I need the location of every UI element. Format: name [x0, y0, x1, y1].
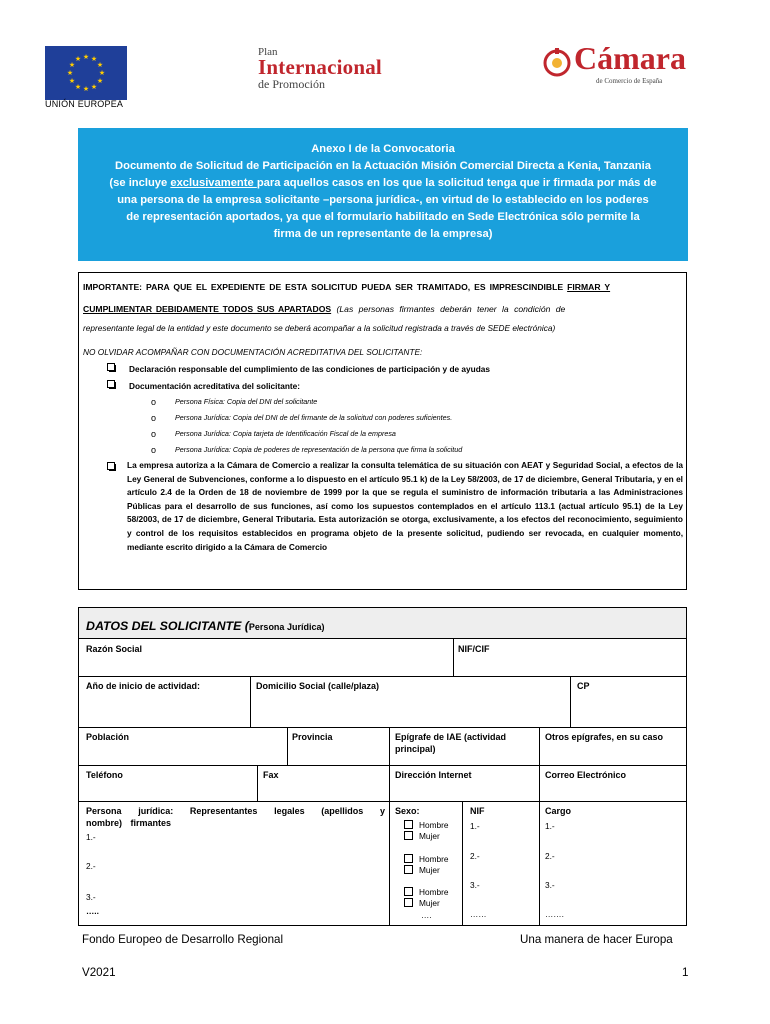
- sexo-dots: ….: [421, 910, 432, 920]
- no-olvidar-text: NO OLVIDAR ACOMPAÑAR CON DOCUMENTACIÓN ACREDITATIVA DEL SOLICITANTE:: [83, 347, 423, 357]
- svg-text:★: ★: [96, 61, 104, 69]
- col-divider: [287, 727, 288, 765]
- svg-text:★: ★: [90, 55, 98, 63]
- epigrafe-label: Epígrafe de IAE (actividad principal): [395, 732, 507, 754]
- row-divider: [79, 801, 686, 802]
- sexo-option-mujer[interactable]: Mujer: [404, 898, 440, 908]
- datos-title: [86, 617, 324, 635]
- banner-line-3-underlined: exclusivamente: [170, 177, 257, 189]
- svg-text:★: ★: [96, 77, 104, 85]
- plan-logo-middle: Internacional: [258, 55, 382, 79]
- svg-text:★: ★: [82, 53, 90, 61]
- cargo-row: 1.-: [545, 821, 555, 831]
- importante-cumplimentar: CUMPLIMENTAR DEBIDAMENTE TODOS SUS APARTADOS: [83, 304, 332, 314]
- otros-epigrafes-label: Otros epígrafes, en su caso: [545, 732, 664, 742]
- representante-row: 1.-: [86, 832, 96, 842]
- sexo-option-hombre[interactable]: Hombre: [404, 820, 449, 830]
- banner-line-6: firma de un representante de la empresa): [273, 228, 493, 240]
- svg-text:★: ★: [74, 55, 82, 63]
- domicilio-label: Domicilio Social (calle/plaza): [256, 681, 380, 691]
- checkbox-declaracion[interactable]: [107, 363, 115, 371]
- representante-row: …..: [86, 906, 99, 916]
- checkbox-mujer[interactable]: [404, 898, 413, 907]
- plan-internacional-logo: [258, 46, 428, 91]
- row-divider: [79, 765, 686, 766]
- subitem-2: Persona Jurídica: Copia del DNI de del firmante de la solicitud con poderes suficientes.: [175, 413, 453, 422]
- eu-label: UNIÓN EUROPEA: [45, 99, 124, 109]
- sexo-option-mujer[interactable]: Mujer: [404, 865, 440, 875]
- anio-inicio-label: Año de inicio de actividad:: [86, 681, 201, 691]
- importante-firmar: FIRMAR Y: [567, 282, 611, 292]
- autorizacion-paragraph: La empresa autoriza a la Cámara de Comercio a realizar la consulta telemática de su situación con AEAT y Seguridad Social, a efectos de la Ley General de Subvenciones, conforme a lo dispuesto en el artículo 95.1 k) de la Ley 58/2003, de 17 de diciembre, General Tributaria, y en el artículo 2.4 de la Orden de 18 de noviembre de 1999 por la que se regula el suministro de información tributaria a las Administraciones Públicas para el desarrollo de sus funciones, así como los supuestos contemplados en el artículo 113.1 (actual artículo 95.1) de la Ley 58/2003, de 17 de diciembre, General Tributaria. Esta autorización se otorga, exclusivamente, a los efectos del reconocimiento, seguimiento y control de los requisitos establecidos en programa objeto de la presente solicitud, pudiendo ser revocada, en cualquier momento, mediante escrito dirigido a la Cámara de Comercio: [127, 460, 683, 552]
- footer-lema: Una manera de hacer Europa: [520, 933, 673, 946]
- row-divider: [79, 727, 686, 728]
- bullet-o: o: [151, 429, 157, 439]
- nif-row: ……: [470, 909, 487, 919]
- checkbox-hombre[interactable]: [404, 820, 413, 829]
- col-divider: [539, 801, 540, 925]
- checkbox-mujer[interactable]: [404, 831, 413, 840]
- nif-row: 3.-: [470, 880, 480, 890]
- sexo-option-hombre[interactable]: Hombre: [404, 854, 449, 864]
- checkbox-hombre[interactable]: [404, 887, 413, 896]
- page-number: 1: [682, 966, 689, 979]
- datos-title-main: DATOS DEL SOLICITANTE (: [86, 619, 249, 633]
- importante-heading: IMPORTANTE: PARA QUE EL EXPEDIENTE DE ESTA SOLICITUD PUEDA SER TRAMITADO, ES IMPRESCINDIBLE: [83, 282, 568, 292]
- camara-logo-sub: de Comercio de España: [596, 77, 663, 85]
- plan-logo-bottom: de Promoción: [258, 77, 325, 91]
- svg-text:★: ★: [90, 83, 98, 91]
- bullet-o: o: [151, 397, 157, 407]
- svg-text:★: ★: [66, 69, 74, 77]
- checkbox-mujer[interactable]: [404, 865, 413, 874]
- svg-text:★: ★: [82, 85, 90, 93]
- camara-emblem-icon: [542, 46, 572, 78]
- nif-row: 2.-: [470, 851, 480, 861]
- col-divider: [389, 765, 390, 801]
- importante-note: (Las personas firmantes deberán tener la condición de: [331, 304, 566, 314]
- fax-label: Fax: [263, 770, 279, 780]
- col-divider: [453, 638, 454, 676]
- razon-social-label: Razón Social: [86, 644, 143, 654]
- col-divider: [570, 676, 571, 727]
- subitem-4: Persona Jurídica: Copia de poderes de representación de la persona que firma la solicitud: [175, 445, 463, 454]
- col-divider: [257, 765, 258, 801]
- cargo-row: 2.-: [545, 851, 555, 861]
- subitem-3: Persona Jurídica: Copia tarjeta de Identificación Fiscal de la empresa: [175, 429, 396, 438]
- cp-label: CP: [577, 681, 590, 691]
- checkbox-hombre[interactable]: [404, 854, 413, 863]
- checkbox-documentacion[interactable]: [107, 380, 115, 388]
- telefono-label: Teléfono: [86, 770, 123, 780]
- importante-line-2: [83, 304, 565, 314]
- subitem-1: Persona Física: Copia del DNI del solicitante: [175, 397, 318, 406]
- banner-line-3b: para aquellos casos en los que la solicitud tenga que ir firmada por más de: [256, 177, 657, 189]
- sexo-option-hombre[interactable]: Hombre: [404, 887, 449, 897]
- nif-cif-label: NIF/CIF: [458, 644, 490, 654]
- svg-text:★: ★: [68, 77, 76, 85]
- direccion-internet-label: Dirección Internet: [395, 770, 472, 780]
- datos-title-small: Persona Jurídica): [248, 622, 325, 632]
- representante-row: 2.-: [86, 861, 96, 871]
- item-documentacion: Documentación acreditativa del solicitante:: [129, 381, 301, 391]
- banner-line-3a: (se incluye: [109, 177, 171, 189]
- importante-line-3: representante legal de la entidad y este documento se deberá acompañar a la solicitud registrada a través de SEDE electrónica): [83, 323, 556, 333]
- camara-logo-word: Cámara: [574, 40, 686, 76]
- datos-solicitante-table: [78, 607, 687, 926]
- cargo-row: 3.-: [545, 880, 555, 890]
- sexo-option-mujer[interactable]: Mujer: [404, 831, 440, 841]
- datos-title-band: [79, 608, 686, 639]
- nif-row: 1.-: [470, 821, 480, 831]
- provincia-label: Provincia: [292, 732, 333, 742]
- col-divider: [389, 801, 390, 925]
- footer-fondo: Fondo Europeo de Desarrollo Regional: [82, 933, 284, 946]
- col-divider: [539, 765, 540, 801]
- svg-text:★: ★: [74, 83, 82, 91]
- item-declaracion: Declaración responsable del cumplimiento de las condiciones de participación y de ayudas: [129, 364, 491, 374]
- col-divider: [250, 676, 251, 727]
- col-divider: [539, 727, 540, 765]
- banner-line-3: [78, 175, 688, 192]
- svg-text:★: ★: [98, 69, 106, 77]
- representantes-label: Persona jurídica: Representantes legales (apellidos y nombre) firmantes: [86, 806, 385, 828]
- row-divider: [79, 676, 686, 677]
- col-divider: [389, 727, 390, 765]
- plan-logo-top: Plan: [258, 46, 278, 58]
- representante-row: 3.-: [86, 892, 96, 902]
- banner-line-1: Anexo I de la Convocatoria: [311, 143, 455, 155]
- eu-flag-logo: [45, 46, 127, 100]
- banner-line-5: de representación aportados, ya que el formulario habilitado en Sede Electrónica sólo permite la: [126, 211, 640, 223]
- eu-stars-icon: [45, 46, 127, 100]
- bullet-o: o: [151, 445, 157, 455]
- footer-version: V2021: [82, 966, 116, 979]
- banner-line-4: una persona de la empresa solicitante –persona jurídica-, en virtud de lo establecido en los poderes: [117, 194, 649, 206]
- bullet-o: o: [151, 413, 157, 423]
- banner-line-2: Documento de Solicitud de Participación en la Actuación Misión Comercial Directa a Kenia, Tanzania: [115, 160, 651, 172]
- importante-box: [78, 272, 687, 590]
- col-divider: [462, 801, 463, 925]
- importante-line-1: [83, 282, 610, 292]
- sexo-label: Sexo:: [395, 806, 420, 816]
- camara-logo: [540, 40, 690, 90]
- cargo-label: Cargo: [545, 806, 572, 816]
- svg-text:★: ★: [68, 61, 76, 69]
- correo-label: Correo Electrónico: [545, 770, 627, 780]
- cargo-row: …….: [545, 909, 564, 919]
- convocatoria-banner: [78, 128, 688, 261]
- poblacion-label: Población: [86, 732, 130, 742]
- checkbox-autorizacion[interactable]: [107, 462, 115, 470]
- nif-label: NIF: [470, 806, 485, 816]
